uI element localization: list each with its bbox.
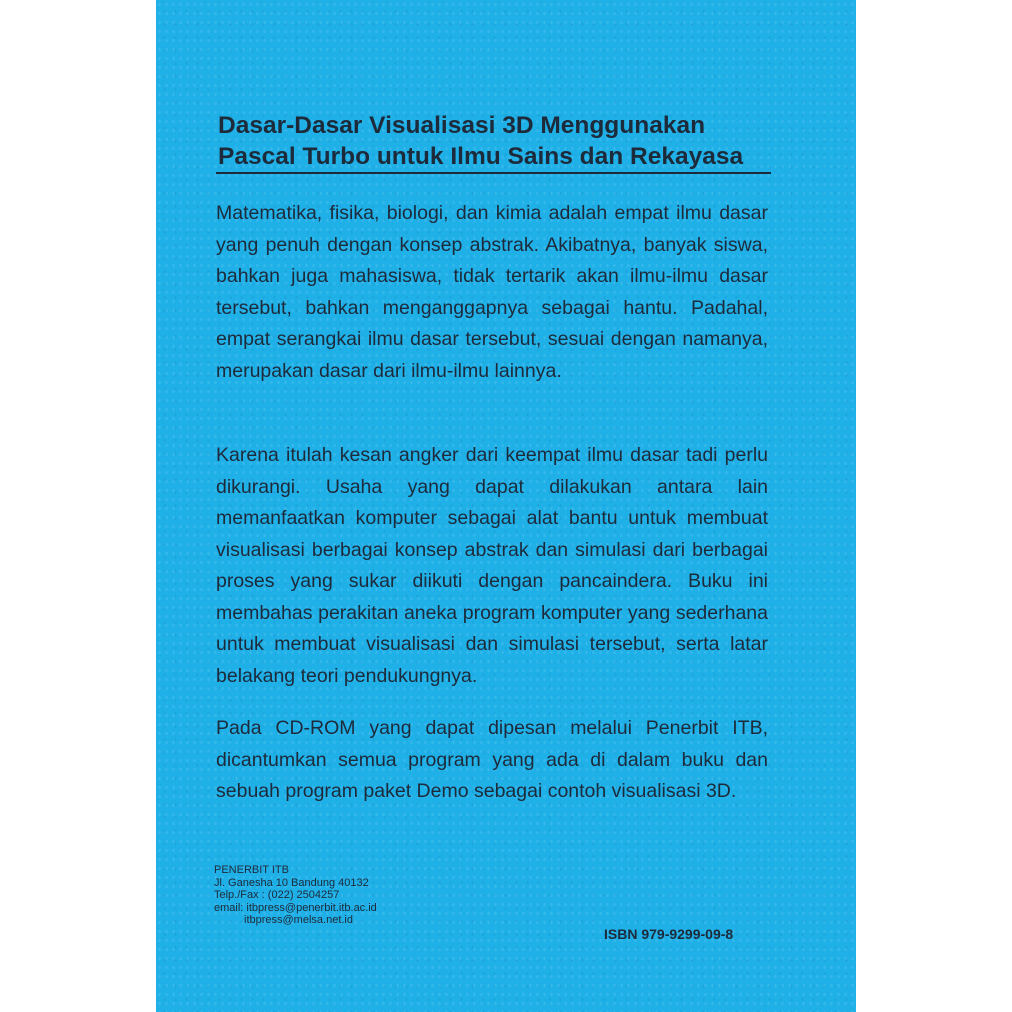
book-title-line-2: Pascal Turbo untuk Ilmu Sains dan Rekayasa [218,143,744,170]
publisher-email-1: email: itbpress@penerbit.itb.ac.id [214,901,377,914]
blurb-paragraph-1: Matematika, fisika, biologi, dan kimia adalah empat ilmu dasar yang penuh dengan konsep abstrak. Akibatnya, banyak siswa, bahkan juga mahasiswa, tidak tertarik akan ilmu-ilmu dasar tersebut, bahkan menganggapnya sebagai hantu. Padahal, empat serangkai ilmu dasar tersebut, sesuai dengan namanya, merupakan dasar dari ilmu-ilmu lainnya. [216,202,768,382]
book-back-cover [156,0,856,1012]
publisher-name: PENERBIT ITB [214,864,289,876]
blurb-paragraph-2: Karena itulah kesan angker dari keempat ilmu dasar tadi perlu dikurangi. Usaha yang dapat dilakukan antara lain memanfaatkan komputer sebagai alat bantu untuk membuat visualisasi berbagai konsep abstrak dan simulasi dari berbagai proses yang sukar diikuti dengan pancaindera. Buku ini membahas perakitan aneka program komputer yang sederhana untuk membuat visualisasi dan simulasi tersebut, serta latar belakang teori pendukungnya. [216,444,768,687]
publisher-info [214,864,377,927]
publisher-phone: Telp./Fax : (022) 2504257 [214,889,340,901]
publisher-address: Jl. Ganesha 10 Bandung 40132 [214,876,369,889]
blurb-paragraph-3: Pada CD-ROM yang dapat dipesan melalui Penerbit ITB, dicantumkan semua program yang ada di dalam buku dan sebuah program paket Demo sebagai contoh visualisasi 3D. [216,717,768,802]
book-title-line-1: Dasar-Dasar Visualisasi 3D Menggunakan [218,112,706,139]
publisher-email-2: itbpress@melsa.net.id [244,914,353,926]
book-title [218,110,778,172]
title-underline [216,172,771,174]
isbn-number: ISBN 979-9299-09-8 [604,926,734,942]
